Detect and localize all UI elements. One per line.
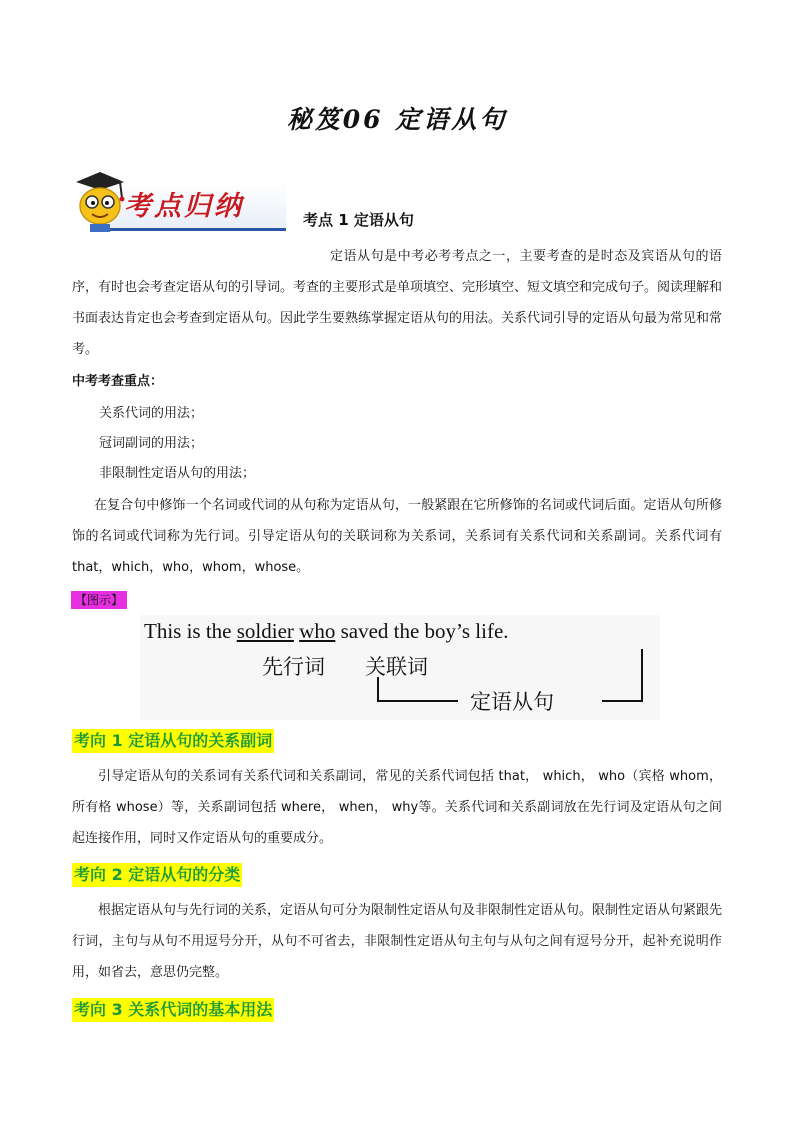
kaodian-banner xyxy=(70,170,288,234)
mascot-icon xyxy=(70,170,130,234)
bracket-lines xyxy=(140,615,660,720)
relative-word: who xyxy=(299,619,336,643)
sentence-before: This is the xyxy=(144,619,237,643)
focus-heading: 中考考查重点： xyxy=(72,374,164,389)
sentence-after: saved the boy’s life. xyxy=(335,619,509,643)
intro-paragraph: 定语从句是中考必考考点之一，主要考查的是时态及宾语从句的语序，有时也会考查定语从句的引导词。考查的主要形式是单项填空、完形填空、短文填空和完成句子。阅读理解和书面表达肯定也会考查到定语从句。因此学生要熟练掌握定语从句的用法。关系代词引导的定语从句最为常见和常考。 xyxy=(72,249,723,357)
focus-item: 非限制性定语从句的用法； xyxy=(99,466,256,481)
section-heading: 考向 1 定语从句的关系副词 xyxy=(72,729,274,753)
antecedent-word: soldier xyxy=(236,619,294,643)
section-body: 根据定语从句与先行词的关系，定语从句可分为限制性定语从句及非限制性定语从句。限制性定语从句紧跟先行词，主句与从句不用逗号分开，从句不可省去，非限制性定语从句主句与从句之间有逗号分开，起补充说明作用，如省去，意思仍完整。 xyxy=(72,903,723,980)
figure-tag: 【图示】 xyxy=(71,591,127,609)
kaodian-title: 考点 1 定语从句 xyxy=(303,211,414,229)
banner-text: 考点归纳 xyxy=(124,191,244,222)
section-heading: 考向 2 定语从句的分类 xyxy=(72,863,242,887)
clause-diagram xyxy=(140,615,660,720)
focus-item: 冠词副词的用法； xyxy=(99,436,204,451)
definition-paragraph: 在复合句中修饰一个名词或代词的从句称为定语从句，一般紧跟在它所修饰的名词或代词后面。定语从句所修饰的名词或代词称为先行词。引导定语从句的关联词称为关系词，关系词有关系代词和关系副词。关系代词有 that，which，who，whom，whose。 xyxy=(72,498,722,575)
relative-label: 关联词 xyxy=(365,655,428,679)
clause-label: 定语从句 xyxy=(470,690,554,714)
page-title: 秘笈06 定语从句 xyxy=(286,105,508,134)
antecedent-label: 先行词 xyxy=(262,655,325,679)
section-heading: 考向 3 关系代词的基本用法 xyxy=(72,998,274,1022)
focus-item: 关系代词的用法； xyxy=(99,406,204,421)
section-body: 引导定语从句的关系词有关系代词和关系副词，常见的关系代词包括 that， which， who（宾格 whom，所有格 whose）等，关系副词包括 where， when， why等。关系代词和关系副词放在先行词及定语从句之间起连接作用，同时又作定语从句的重要成分。 xyxy=(72,769,722,846)
